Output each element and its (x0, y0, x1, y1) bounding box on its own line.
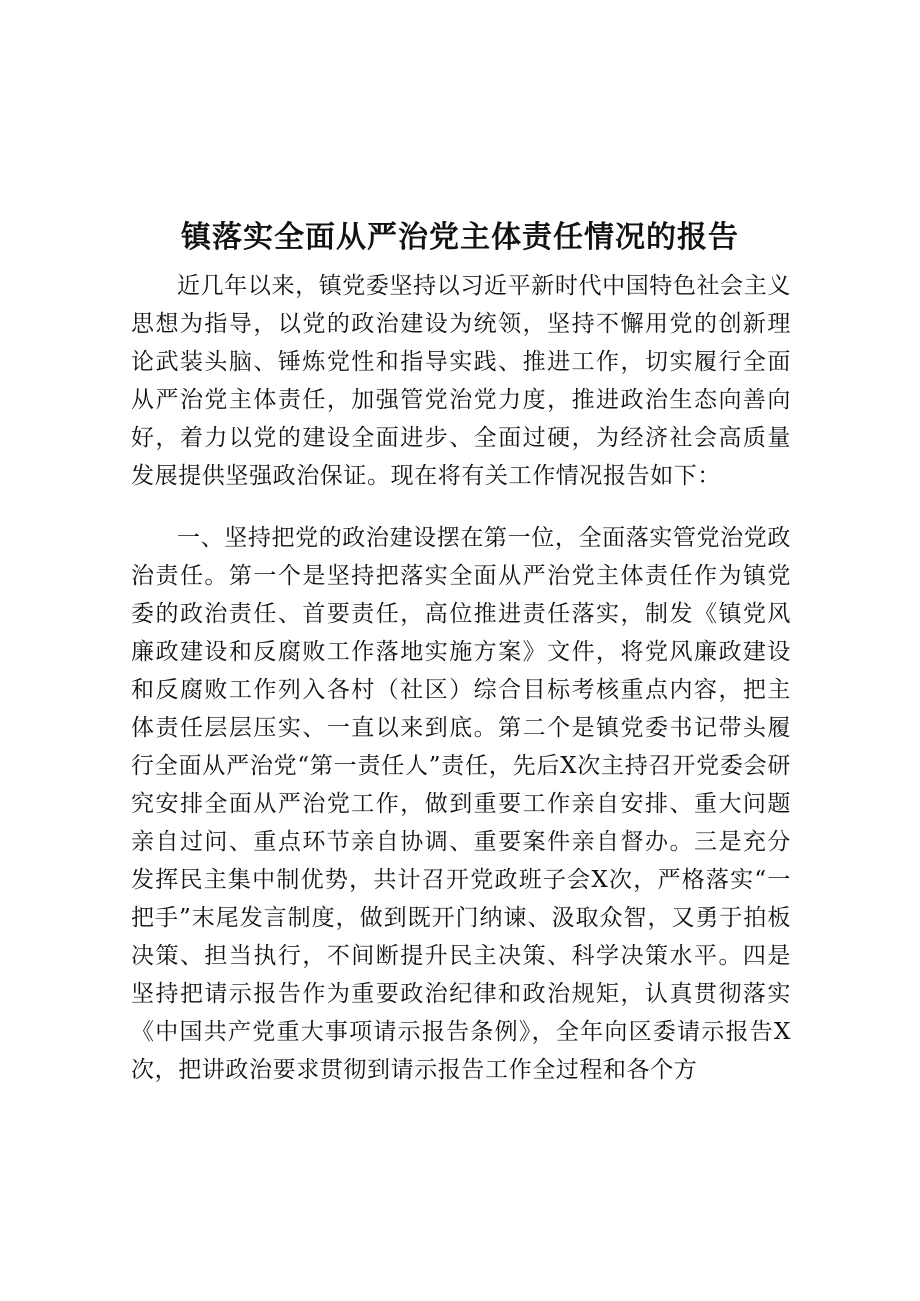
intro-paragraph: 近几年以来，镇党委坚持以习近平新时代中国特色社会主义思想为指导，以党的政治建设为统领，坚持不懈用党的创新理论武装头脑、锤炼党性和指导实践、推进工作，切实履行全面从严治党主体责任，加强管党治党力度，推进政治生态向善向好，着力以党的建设全面进步、全面过硬，为经济社会高质量发展提供坚强政治保证。现在将有关工作情况报告如下： (131, 273, 791, 489)
section-one-paragraph: 一、坚持把党的政治建设摆在第一位，全面落实管党治党政治责任。第一个是坚持把落实全面从严治党主体责任作为镇党委的政治责任、首要责任，高位推进责任落实，制发《镇党风廉政建设和反腐败工作落地实施方案》文件，将党风廉政建设和反腐败工作列入各村（社区）综合目标考核重点内容，把主体责任层层压实、一直以来到底。第二个是镇党委书记带头履行全面从严治党“第一责任人”责任，先后X次主持召开党委会研究安排全面从严治党工作，做到重要工作亲自安排、重大问题亲自过问、重点环节亲自协调、重要案件亲自督办。三是充分发挥民主集中制优势，共计召开党政班子会X次，严格落实“一把手”末尾发言制度，做到既开门纳谏、汲取众智，又勇于拍板决策、担当执行，不间断提升民主决策、科学决策水平。四是坚持把请示报告作为重要政治纪律和政治规矩，认真贯彻落实《中国共产党重大事项请示报告条例》，全年向区委请示报告X次，把讲政治要求贯彻到请示报告工作全过程和各个方 (131, 525, 791, 1083)
document-body (131, 267, 791, 1089)
document-title: 镇落实全面从严治党主体责任情况的报告 (181, 220, 739, 255)
